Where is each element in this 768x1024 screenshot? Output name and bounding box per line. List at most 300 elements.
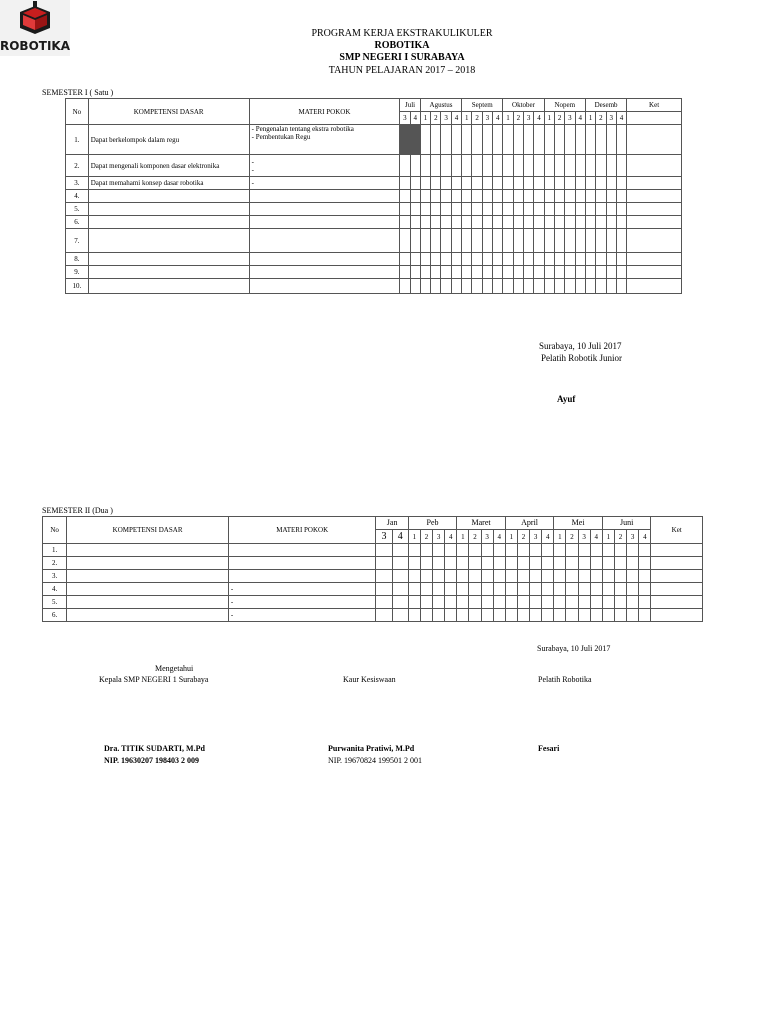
footer-acknowledge: Mengetahui bbox=[155, 664, 194, 673]
schedule-cell bbox=[602, 570, 614, 583]
row-number: 2. bbox=[43, 557, 67, 570]
header-line-3: SMP NEGERI I SURABAYA bbox=[339, 52, 465, 63]
week-cell: 4 bbox=[616, 112, 626, 125]
schedule-cell bbox=[420, 570, 432, 583]
schedule-cell bbox=[530, 544, 542, 557]
materi-cell bbox=[228, 544, 376, 557]
robotika-logo bbox=[0, 0, 70, 56]
schedule-cell bbox=[554, 125, 564, 155]
schedule-cell bbox=[493, 557, 505, 570]
schedule-cell bbox=[606, 203, 616, 216]
schedule-cell bbox=[420, 583, 432, 596]
week-cell: 3 bbox=[565, 112, 575, 125]
schedule-cell bbox=[451, 155, 461, 177]
ket-cell bbox=[627, 266, 682, 279]
schedule-cell bbox=[462, 125, 472, 155]
materi-cell: - bbox=[228, 609, 376, 622]
schedule-cell bbox=[627, 570, 639, 583]
schedule-cell bbox=[517, 557, 529, 570]
schedule-cell bbox=[451, 125, 461, 155]
schedule-cell bbox=[616, 125, 626, 155]
month-header: April bbox=[505, 517, 554, 530]
materi-cell bbox=[249, 266, 400, 279]
schedule-cell bbox=[441, 229, 451, 253]
ket-cell bbox=[627, 155, 682, 177]
schedule-cell bbox=[441, 203, 451, 216]
schedule-cell bbox=[433, 557, 445, 570]
week-cell: 2 bbox=[469, 530, 481, 544]
month-header: Oktober bbox=[503, 99, 544, 112]
schedule-cell bbox=[575, 229, 585, 253]
schedule-cell bbox=[472, 229, 482, 253]
schedule-cell bbox=[566, 596, 578, 609]
schedule-cell bbox=[431, 279, 441, 294]
schedule-cell bbox=[627, 596, 639, 609]
month-header: Juli bbox=[400, 99, 421, 112]
schedule-cell bbox=[420, 216, 430, 229]
materi-cell bbox=[249, 155, 400, 177]
schedule-cell bbox=[503, 190, 513, 203]
schedule-cell bbox=[400, 216, 410, 229]
schedule-cell bbox=[566, 544, 578, 557]
week-cell: 3 bbox=[627, 530, 639, 544]
schedule-cell bbox=[639, 544, 651, 557]
schedule-cell bbox=[469, 570, 481, 583]
schedule-cell bbox=[482, 203, 492, 216]
schedule-cell bbox=[517, 609, 529, 622]
schedule-cell bbox=[469, 596, 481, 609]
schedule-cell bbox=[441, 279, 451, 294]
schedule-cell bbox=[534, 125, 544, 155]
schedule-cell bbox=[420, 253, 430, 266]
schedule-cell bbox=[575, 253, 585, 266]
week-cell: 4 bbox=[451, 112, 461, 125]
schedule-cell bbox=[616, 216, 626, 229]
semester-1-label: SEMESTER I ( Satu ) bbox=[42, 88, 114, 97]
col-header-no: No bbox=[43, 517, 67, 544]
schedule-cell bbox=[627, 609, 639, 622]
schedule-cell bbox=[420, 544, 432, 557]
schedule-cell bbox=[469, 557, 481, 570]
schedule-cell bbox=[420, 203, 430, 216]
schedule-cell bbox=[590, 544, 602, 557]
schedule-cell bbox=[554, 583, 566, 596]
pelatih-name: Fesari bbox=[538, 744, 560, 753]
schedule-cell bbox=[513, 155, 523, 177]
schedule-cell bbox=[534, 190, 544, 203]
schedule-cell bbox=[616, 266, 626, 279]
kepala-role: Kepala SMP NEGERI 1 Surabaya bbox=[99, 675, 209, 684]
schedule-cell bbox=[451, 279, 461, 294]
row-number: 4. bbox=[66, 190, 89, 203]
week-cell: 4 bbox=[392, 530, 408, 544]
schedule-cell bbox=[400, 125, 410, 155]
schedule-cell bbox=[524, 216, 534, 229]
row-number: 4. bbox=[43, 583, 67, 596]
schedule-cell bbox=[575, 177, 585, 190]
schedule-cell bbox=[554, 557, 566, 570]
semester-1-table bbox=[65, 98, 682, 294]
kompetensi-cell bbox=[88, 229, 249, 253]
month-header: Peb bbox=[408, 517, 457, 530]
ket-cell bbox=[651, 609, 703, 622]
schedule-cell bbox=[482, 229, 492, 253]
col-header-materi: MATERI POKOK bbox=[249, 99, 400, 125]
schedule-cell bbox=[462, 155, 472, 177]
schedule-cell bbox=[400, 155, 410, 177]
schedule-cell bbox=[578, 583, 590, 596]
kaur-nip: NIP. 19670824 199501 2 001 bbox=[328, 756, 423, 765]
schedule-cell bbox=[616, 229, 626, 253]
schedule-cell bbox=[503, 266, 513, 279]
ket-cell bbox=[651, 583, 703, 596]
schedule-cell bbox=[578, 596, 590, 609]
schedule-cell bbox=[451, 229, 461, 253]
schedule-cell bbox=[554, 570, 566, 583]
schedule-cell bbox=[441, 155, 451, 177]
schedule-cell bbox=[606, 229, 616, 253]
schedule-cell bbox=[585, 266, 595, 279]
schedule-cell bbox=[544, 125, 554, 155]
schedule-cell bbox=[431, 125, 441, 155]
schedule-cell bbox=[596, 203, 606, 216]
schedule-cell bbox=[606, 279, 616, 294]
schedule-cell bbox=[616, 177, 626, 190]
schedule-cell bbox=[420, 596, 432, 609]
week-cell: 2 bbox=[513, 112, 523, 125]
schedule-cell bbox=[606, 155, 616, 177]
table-row bbox=[43, 596, 703, 609]
schedule-cell bbox=[544, 279, 554, 294]
header-line-4: TAHUN PELAJARAN 2017 – 2018 bbox=[328, 65, 476, 76]
schedule-cell bbox=[565, 229, 575, 253]
schedule-cell bbox=[451, 253, 461, 266]
schedule-cell bbox=[445, 583, 457, 596]
table-row bbox=[66, 177, 682, 190]
table-row bbox=[43, 583, 703, 596]
schedule-cell bbox=[400, 229, 410, 253]
month-header: Jan bbox=[376, 517, 408, 530]
schedule-cell bbox=[566, 609, 578, 622]
schedule-cell bbox=[534, 253, 544, 266]
row-number: 10. bbox=[66, 279, 89, 294]
schedule-cell bbox=[544, 155, 554, 177]
schedule-cell bbox=[544, 216, 554, 229]
month-header: Mei bbox=[554, 517, 603, 530]
schedule-cell bbox=[627, 544, 639, 557]
schedule-cell bbox=[596, 253, 606, 266]
schedule-cell bbox=[462, 266, 472, 279]
schedule-cell bbox=[431, 266, 441, 279]
week-cell: 4 bbox=[493, 530, 505, 544]
materi-cell bbox=[249, 203, 400, 216]
schedule-cell bbox=[554, 190, 564, 203]
week-cell: 1 bbox=[408, 530, 420, 544]
schedule-cell bbox=[420, 155, 430, 177]
schedule-cell bbox=[420, 609, 432, 622]
schedule-cell bbox=[493, 279, 503, 294]
schedule-cell bbox=[616, 203, 626, 216]
row-number: 3. bbox=[43, 570, 67, 583]
table-row bbox=[66, 266, 682, 279]
schedule-cell bbox=[431, 155, 441, 177]
schedule-cell bbox=[639, 596, 651, 609]
schedule-cell bbox=[481, 583, 493, 596]
schedule-cell bbox=[517, 544, 529, 557]
schedule-cell bbox=[410, 216, 420, 229]
footer-date: Surabaya, 10 Juli 2017 bbox=[537, 644, 611, 653]
kompetensi-cell bbox=[88, 279, 249, 294]
schedule-cell bbox=[517, 583, 529, 596]
semester-2-table bbox=[42, 516, 703, 622]
ket-cell bbox=[627, 216, 682, 229]
schedule-cell bbox=[472, 125, 482, 155]
table-row bbox=[66, 216, 682, 229]
schedule-cell bbox=[565, 177, 575, 190]
materi-item: - Pengenalan tentang ekstra robotika bbox=[251, 125, 354, 133]
schedule-cell bbox=[441, 216, 451, 229]
schedule-cell bbox=[472, 216, 482, 229]
schedule-cell bbox=[482, 155, 492, 177]
schedule-cell bbox=[457, 583, 469, 596]
week-cell: 2 bbox=[420, 530, 432, 544]
schedule-cell bbox=[482, 190, 492, 203]
week-cell: 4 bbox=[590, 530, 602, 544]
schedule-cell bbox=[493, 203, 503, 216]
schedule-cell bbox=[392, 583, 408, 596]
schedule-cell bbox=[554, 216, 564, 229]
schedule-cell bbox=[578, 557, 590, 570]
schedule-cell bbox=[585, 216, 595, 229]
schedule-cell bbox=[578, 544, 590, 557]
schedule-cell bbox=[524, 125, 534, 155]
schedule-cell bbox=[524, 279, 534, 294]
schedule-cell bbox=[441, 266, 451, 279]
schedule-cell bbox=[585, 229, 595, 253]
schedule-cell bbox=[505, 609, 517, 622]
schedule-cell bbox=[616, 253, 626, 266]
kaur-role: Kaur Kesiswaan bbox=[343, 675, 396, 684]
schedule-cell bbox=[431, 190, 441, 203]
schedule-cell bbox=[433, 570, 445, 583]
schedule-cell bbox=[376, 609, 392, 622]
ket-cell bbox=[627, 190, 682, 203]
schedule-cell bbox=[513, 125, 523, 155]
schedule-cell bbox=[503, 279, 513, 294]
schedule-cell bbox=[544, 190, 554, 203]
schedule-cell bbox=[400, 279, 410, 294]
schedule-cell bbox=[565, 253, 575, 266]
schedule-cell bbox=[606, 190, 616, 203]
month-header: Maret bbox=[457, 517, 506, 530]
week-cell: 4 bbox=[575, 112, 585, 125]
schedule-cell bbox=[565, 155, 575, 177]
schedule-cell bbox=[493, 253, 503, 266]
schedule-cell bbox=[554, 177, 564, 190]
ket-cell bbox=[627, 229, 682, 253]
schedule-cell bbox=[451, 177, 461, 190]
schedule-cell bbox=[408, 596, 420, 609]
schedule-cell bbox=[503, 155, 513, 177]
schedule-cell bbox=[606, 216, 616, 229]
schedule-cell bbox=[596, 229, 606, 253]
schedule-cell bbox=[542, 557, 554, 570]
schedule-cell bbox=[554, 609, 566, 622]
schedule-cell bbox=[544, 177, 554, 190]
row-number: 9. bbox=[66, 266, 89, 279]
schedule-cell bbox=[472, 155, 482, 177]
schedule-cell bbox=[408, 609, 420, 622]
schedule-cell bbox=[565, 203, 575, 216]
schedule-cell bbox=[590, 570, 602, 583]
schedule-cell bbox=[575, 190, 585, 203]
schedule-cell bbox=[530, 609, 542, 622]
schedule-cell bbox=[482, 279, 492, 294]
row-number: 6. bbox=[43, 609, 67, 622]
kompetensi-cell bbox=[67, 557, 229, 570]
schedule-cell bbox=[554, 596, 566, 609]
schedule-cell bbox=[481, 609, 493, 622]
schedule-cell bbox=[451, 266, 461, 279]
schedule-cell bbox=[503, 125, 513, 155]
table-row bbox=[66, 229, 682, 253]
schedule-cell bbox=[590, 609, 602, 622]
schedule-cell bbox=[472, 266, 482, 279]
week-cell: 2 bbox=[566, 530, 578, 544]
materi-cell: - bbox=[228, 583, 376, 596]
schedule-cell bbox=[445, 596, 457, 609]
schedule-cell bbox=[410, 266, 420, 279]
schedule-cell bbox=[400, 266, 410, 279]
schedule-cell bbox=[408, 557, 420, 570]
schedule-cell bbox=[469, 583, 481, 596]
schedule-cell bbox=[420, 279, 430, 294]
schedule-cell bbox=[534, 216, 544, 229]
schedule-cell bbox=[602, 596, 614, 609]
schedule-cell bbox=[462, 229, 472, 253]
schedule-cell bbox=[524, 253, 534, 266]
week-cell: 3 bbox=[606, 112, 616, 125]
schedule-cell bbox=[445, 609, 457, 622]
schedule-cell bbox=[420, 229, 430, 253]
schedule-cell bbox=[410, 253, 420, 266]
schedule-cell bbox=[542, 544, 554, 557]
schedule-cell bbox=[420, 557, 432, 570]
schedule-cell bbox=[614, 544, 626, 557]
schedule-cell bbox=[376, 557, 392, 570]
schedule-cell bbox=[606, 125, 616, 155]
materi-cell bbox=[249, 253, 400, 266]
schedule-cell bbox=[410, 203, 420, 216]
week-cell: 3 bbox=[524, 112, 534, 125]
schedule-cell bbox=[530, 596, 542, 609]
col-header-kompetensi: KOMPETENSI DASAR bbox=[88, 99, 249, 125]
schedule-cell bbox=[554, 155, 564, 177]
schedule-cell bbox=[493, 190, 503, 203]
schedule-cell bbox=[433, 544, 445, 557]
schedule-cell bbox=[493, 229, 503, 253]
week-cell: 4 bbox=[534, 112, 544, 125]
schedule-cell bbox=[614, 596, 626, 609]
kaur-name: Purwanita Pratiwi, M.Pd bbox=[328, 744, 415, 753]
month-header: Nopem bbox=[544, 99, 585, 112]
schedule-cell bbox=[530, 570, 542, 583]
week-cell: 3 bbox=[400, 112, 410, 125]
schedule-cell bbox=[530, 557, 542, 570]
schedule-cell bbox=[462, 279, 472, 294]
schedule-cell bbox=[585, 279, 595, 294]
table-row bbox=[66, 203, 682, 216]
kompetensi-cell bbox=[88, 203, 249, 216]
ket-cell bbox=[651, 570, 703, 583]
week-cell: 2 bbox=[614, 530, 626, 544]
ket-cell bbox=[651, 544, 703, 557]
schedule-cell bbox=[505, 557, 517, 570]
row-number: 7. bbox=[66, 229, 89, 253]
schedule-cell bbox=[534, 229, 544, 253]
row-number: 8. bbox=[66, 253, 89, 266]
kepala-nip: NIP. 19630207 198403 2 009 bbox=[104, 756, 200, 765]
week-cell: 3 bbox=[578, 530, 590, 544]
schedule-cell bbox=[472, 190, 482, 203]
week-cell: 4 bbox=[639, 530, 651, 544]
schedule-cell bbox=[400, 253, 410, 266]
col-header-ket: Ket bbox=[651, 517, 703, 544]
month-header: Septem bbox=[462, 99, 503, 112]
schedule-cell bbox=[566, 570, 578, 583]
schedule-cell bbox=[462, 190, 472, 203]
schedule-cell bbox=[585, 155, 595, 177]
row-number: 1. bbox=[43, 544, 67, 557]
schedule-cell bbox=[602, 609, 614, 622]
schedule-cell bbox=[534, 203, 544, 216]
kompetensi-cell: Dapat mengenali komponen dasar elektronika bbox=[88, 155, 249, 177]
schedule-cell bbox=[542, 583, 554, 596]
schedule-cell bbox=[451, 216, 461, 229]
schedule-cell bbox=[408, 583, 420, 596]
schedule-cell bbox=[596, 216, 606, 229]
schedule-cell bbox=[445, 570, 457, 583]
schedule-cell bbox=[639, 609, 651, 622]
week-cell: 2 bbox=[554, 112, 564, 125]
schedule-cell bbox=[585, 190, 595, 203]
schedule-cell bbox=[493, 177, 503, 190]
row-number: 6. bbox=[66, 216, 89, 229]
month-header: Juni bbox=[602, 517, 651, 530]
ket-cell bbox=[627, 177, 682, 190]
week-cell: 1 bbox=[420, 112, 430, 125]
kompetensi-cell bbox=[88, 190, 249, 203]
schedule-cell bbox=[590, 596, 602, 609]
schedule-cell bbox=[376, 570, 392, 583]
schedule-cell bbox=[590, 557, 602, 570]
schedule-cell bbox=[431, 229, 441, 253]
schedule-cell bbox=[420, 125, 430, 155]
week-cell: 1 bbox=[457, 530, 469, 544]
schedule-cell bbox=[565, 190, 575, 203]
schedule-cell bbox=[410, 229, 420, 253]
schedule-cell bbox=[481, 557, 493, 570]
materi-cell bbox=[228, 570, 376, 583]
schedule-cell bbox=[462, 216, 472, 229]
col-header-ket: Ket bbox=[627, 99, 682, 112]
schedule-cell bbox=[503, 253, 513, 266]
col-header-kompetensi: KOMPETENSI DASAR bbox=[67, 517, 229, 544]
schedule-cell bbox=[410, 190, 420, 203]
schedule-cell bbox=[524, 190, 534, 203]
table-row bbox=[43, 544, 703, 557]
schedule-cell bbox=[534, 155, 544, 177]
